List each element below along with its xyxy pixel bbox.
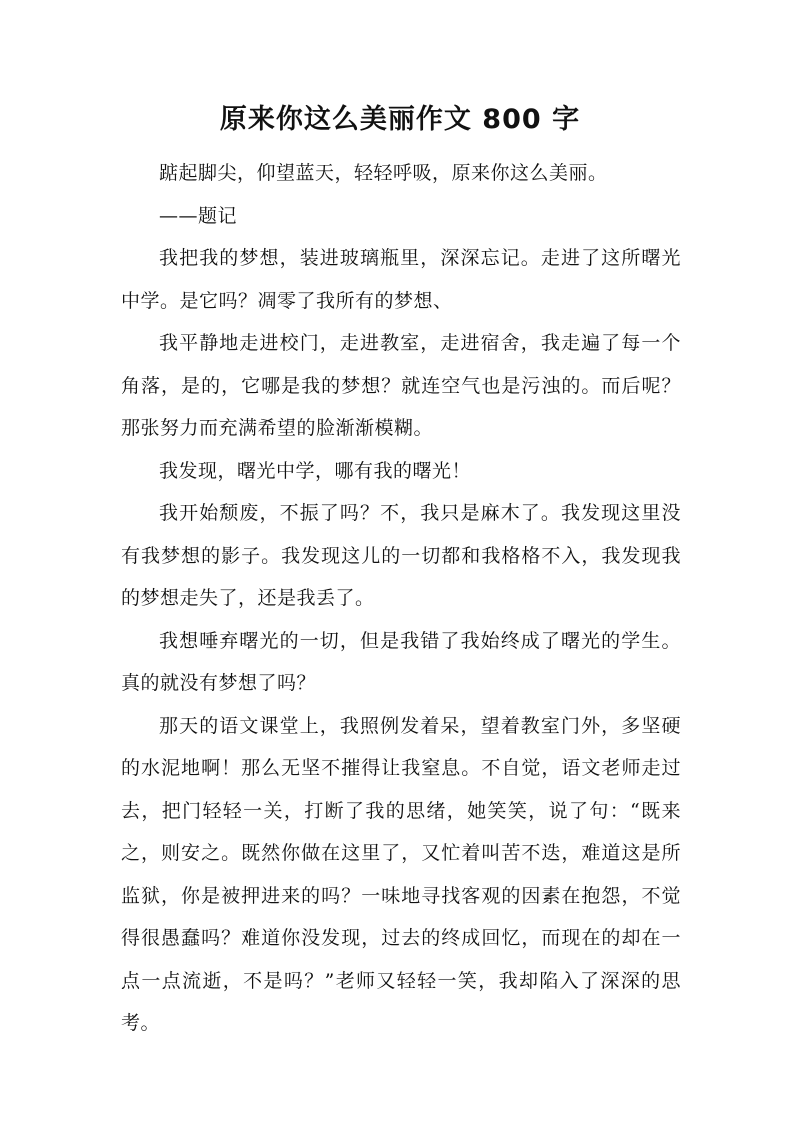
paragraph-epigraph-attribution: ——题记 [159,204,238,227]
document-title: 原来你这么美丽作文 800 字 [219,104,581,135]
paragraph-6: 那天的语文课堂上，我照例发着呆，望着教室门外，多坚硬的水泥地啊！那么无坚不摧得让我窒息。不自觉，语文老师走过去，把门轻轻一关，打断了我的思绪，她笑笑，说了句：“既来之，则安之。既然你做在这里了，又忙着叫苦不迭，难道这是所监狱，你是被押进来的吗？一味地寻找客观的因素在抱怨，不觉得很愚蠢吗？难道你没发现，过去的终成回忆，而现在的却在一点一点流逝，不是吗？”老师又轻轻一笑，我却陷入了深深的思考。 [121,714,681,1034]
paragraph-1: 我把我的梦想，装进玻璃瓶里，深深忘记。走进了这所曙光中学。是它吗？凋零了我所有的梦想、 [121,247,681,312]
paragraph-5: 我想唾弃曙光的一切，但是我错了我始终成了曙光的学生。真的就没有梦想了吗？ [121,629,681,694]
paragraph-2: 我平静地走进校门，走进教室，走进宿舍，我走遍了每一个角落，是的，它哪是我的梦想？就连空气也是污浊的。而后呢？那张努力而充满希望的脸渐渐模糊。 [121,332,681,439]
document-body [121,152,681,1045]
paragraph-4: 我开始颓废，不振了吗？不，我只是麻木了。我发现这里没有我梦想的影子。我发现这儿的一切都和我格格不入，我发现我的梦想走失了，还是我丢了。 [121,502,681,609]
paragraph-epigraph: 踮起脚尖，仰望蓝天，轻轻呼吸，原来你这么美丽。 [159,162,608,184]
paragraph-3: 我发现，曙光中学，哪有我的曙光！ [159,459,472,482]
